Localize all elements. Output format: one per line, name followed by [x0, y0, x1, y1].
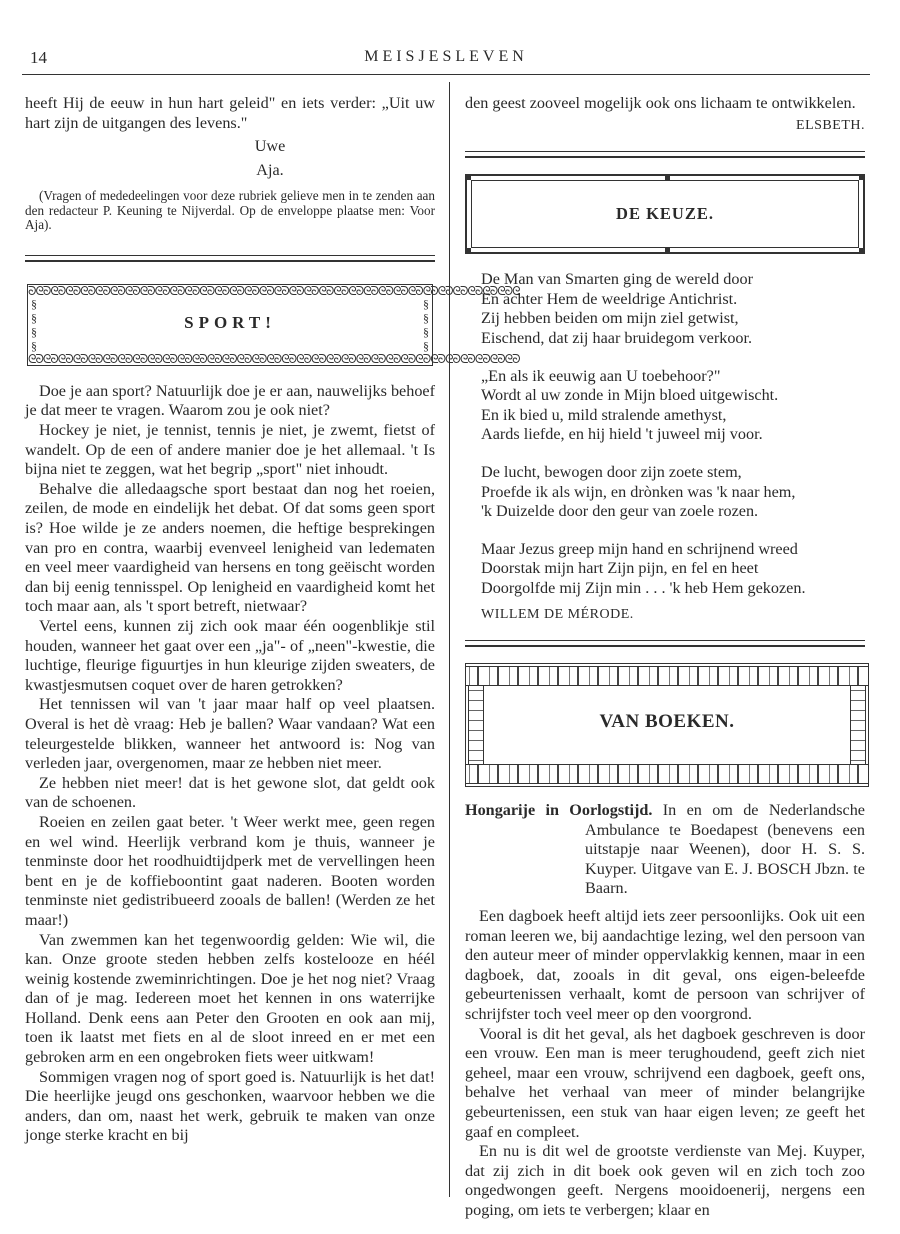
- review-paragraph: En nu is dit wel de grootste verdienste van Mej. Kuyper, dat zij zich in dit boek ook geven wil en zich toch zoo ongedwongen geeft. Nergens mooidoenerij, nergens een poging, om iets te verbergen; klaar en: [465, 1142, 865, 1219]
- poem-line: Doorgolfde mij Zijn min . . . 'k heb Hem gekozen.: [481, 578, 806, 597]
- aja-signature: Aja.: [256, 160, 284, 179]
- keuze-heading: DE KEUZE.: [616, 204, 714, 224]
- poem-line: Proefde ik als wijn, en drònken was 'k naar hem,: [481, 482, 796, 501]
- center-stud: [665, 248, 670, 253]
- sport-paragraph: Vertel eens, kunnen zij zich ook maar één oogenblikje stil houden, wanneer het gaat over een „ja"- of „neen"-kwestie, die luchtige, fleurige figuurtjes in hun kleurige zijden sweaters, de kwastjesmutsen coquet over de haren getrokken?: [25, 617, 435, 694]
- boeken-heading-box: [465, 663, 869, 787]
- poem-author: WILLEM DE MÉRODE.: [481, 606, 634, 622]
- poem-line: Wordt al uw zonde in Mijn bloed uitgewischt.: [481, 386, 779, 405]
- book-title: Hongarije in Oorlogstijd.: [465, 801, 653, 820]
- center-stud: [665, 175, 670, 180]
- elsbeth-text: den geest zooveel mogelijk ook ons lichaam te ontwikkelen.: [465, 94, 856, 112]
- poem-line: 'k Duizelde door den geur van zoele rozen.: [481, 502, 759, 521]
- corner-stud: [859, 248, 864, 253]
- poem-line: Maar Jezus greep mijn hand en schrijnend wreed: [481, 539, 798, 558]
- header-rule: [22, 74, 870, 75]
- page-number: 14: [30, 48, 47, 67]
- section-rule: [25, 255, 435, 262]
- sport-paragraph: Hockey je niet, je tennist, tennis je niet, je zwemt, fietst of wandelt. Op de een of andere manier doe je het allemaal. 't Is bijna niet te zeggen, wat het begrip „sport" niet inhoudt.: [25, 421, 435, 479]
- ornament-band-bottom: [466, 764, 868, 784]
- running-head: [22, 48, 870, 70]
- poem-line: „En als ik eeuwig aan U toebehoor?": [481, 366, 721, 385]
- poem-stanza: [465, 367, 865, 445]
- review-paragraph: Vooral is dit het geval, als het dagboek geschreven is door een vrouw. Een man is meer terughoudend, geeft zich niet geheel, maar een vrouw, schrijvend een dagboek, geeft ons, behalve het verhaal van meer of minder belangrijke gebeurtenissen, een stuk van haar eigen leven; ze geeft het gaaf en compleet.: [465, 1024, 865, 1141]
- sport-heading: SPORT!: [184, 312, 276, 332]
- left-column: [25, 94, 520, 1146]
- sport-paragraph: Behalve die alledaagsche sport bestaat dan nog het roeien, zeilen, de mode en eindelijk het debat. Of dat soms geen sport is? Hoe wilde je ze anders noemen, die heftige besprekingen van pro en contra, waarbij evenveel lenigheid van ledematen en veel meer vaardigheid van hersens en tong geëischt worden dan bij eenig tennisspel. Op lenigheid en vaardigheid komt het toch maar aan, als 't sport betreft, nietwaar?: [25, 479, 435, 616]
- journal-title: MEISJESLEVEN: [364, 48, 528, 65]
- column-divider: [449, 82, 450, 1197]
- poem-line: De Man van Smarten ging de wereld door: [481, 270, 753, 289]
- sport-paragraph: Sommigen vragen nog of sport goed is. Natuurlijk is het dat! Die heerlijke jeugd ons geschonken, waarvoor hebben we die anders, dan om, naast het werk, gebruik te maken van onze jonge sterke kracht en bij: [25, 1067, 435, 1145]
- poem-stanza: [465, 540, 865, 599]
- aja-note: (Vragen of mededeelingen voor deze rubriek gelieve men in te zenden aan den redacteur P. Keuning te Nijverdal. Op de enveloppe plaatse men: Voor Aja).: [25, 188, 435, 233]
- book-description: In en om de Nederlandsche Ambulance te Boedapest (benevens een uitstapje naar Weenen), door H. S. S. Kuyper. Uitgave van E. J. BOSCH Jbzn. te Baarn.: [585, 801, 865, 898]
- poem-line: Zij hebben beiden om mijn ziel getwist,: [481, 309, 739, 328]
- poem-stanza: [465, 463, 865, 522]
- ornament-border-left: § § § §: [31, 296, 37, 353]
- ornament-border-right: § § § §: [423, 296, 429, 353]
- section-rule: [465, 640, 865, 647]
- corner-stud: [466, 248, 471, 253]
- sport-paragraph: Roeien en zeilen gaat beter. 't Weer werkt mee, geen regen en wel wind. Heerlijk verbrand kom je thuis, wanneer je tenminste door het roodhuidtijdperk met de vervellingen heen bent en je de koffieboontint gaat naderen. Booten worden tenminste niet gedistribueerd zooals de ballen! (Werden ze het maar!): [25, 812, 435, 929]
- ornament-border-top: ᘐᘓᘐᘓᘐᘓᘐᘓᘐᘓᘐᘓᘐᘓᘐᘓᘐᘓᘐᘓᘐᘓᘐᘓᘐᘓᘐᘓᘐᘓᘐᘓᘐᘓᘐᘓᘐᘓᘐᘓᘐᘓᘐᘓᘐᘓᘐᘓᘐᘓᘐᘓᘐᘓᘐᘓᘐᘓᘐᘓᘐᘓᘐᘓᘐᘓ: [28, 283, 520, 298]
- boeken-review: [465, 907, 865, 1221]
- right-column: [465, 94, 865, 1221]
- book-entry: [465, 801, 865, 899]
- sport-paragraph: Van zwemmen kan het tegenwoordig gelden: Wie wil, die kan. Onze groote steden hebben zelfs kostelooze en héél weinig kostende zweminrichtingen. Doe je het nog niet? Vraag dan of je mag. Iedereen moet het kennen in ons waterrijke Holland. Denk eens aan Peter den Grooten en ook aan mij, toen ik laatst met fiets en al de sloot inreed en er met een gebroken arm en een ongebroken fiets weer uitkwam!: [25, 930, 435, 1067]
- aja-closing: Uwe: [254, 137, 286, 156]
- corner-stud: [466, 175, 471, 180]
- ornament-border-bottom: ᘓᘐᘓᘐᘓᘐᘓᘐᘓᘐᘓᘐᘓᘐᘓᘐᘓᘐᘓᘐᘓᘐᘓᘐᘓᘐᘓᘐᘓᘐᘓᘐᘓᘐᘓᘐᘓᘐᘓᘐᘓᘐᘓᘐᘓᘐᘓᘐᘓᘐᘓᘐᘓᘐᘓᘐᘓᘐᘓᘐᘓᘐᘓᘐᘓᘐ: [28, 351, 520, 366]
- sport-paragraph: Doe je aan sport? Natuurlijk doe je er aan, nauwelijks behoef je dat meer te vragen. Waarom zou je ook niet?: [25, 381, 435, 420]
- sport-article: [25, 382, 435, 1146]
- sport-heading-box: [27, 283, 520, 366]
- sport-paragraph: Ze hebben niet meer! dat is het gewone slot, dat geldt ook van de schoenen.: [25, 773, 435, 812]
- elsbeth-signature: ELSBETH.: [796, 117, 865, 133]
- review-paragraph: Een dagboek heeft altijd iets zeer persoonlijks. Ook uit een roman leeren we, bij aandachtige lezing, wel den persoon van den auteur meer of minder oppervlakkig kennen, maar in een dagboek, dat, zooals in dit geval, ons eigen-beleefde gebeurtenissen verhaalt, komt de persoon van schrijver of schrijfster toch veel meer op den voorgrond.: [465, 907, 865, 1024]
- section-rule: [465, 151, 865, 158]
- aja-text: heeft Hij de eeuw in hun hart geleid" en iets verder: „Uit uw hart zijn de uitgangen des levens.": [25, 94, 435, 132]
- poem-line: Eischend, dat zij haar bruidegom verkoor.: [481, 328, 753, 347]
- poem-line: Doorstak mijn hart Zijn pijn, en fel en heet: [481, 559, 759, 578]
- poem-line: En achter Hem de weeldrige Antichrist.: [481, 289, 738, 308]
- corner-stud: [859, 175, 864, 180]
- poem-stanza: [465, 270, 865, 348]
- keuze-heading-box: [465, 174, 865, 254]
- boeken-heading: VAN BOEKEN.: [599, 711, 735, 733]
- ornament-band-top: [466, 666, 868, 686]
- poem-line: Aards liefde, en hij hield 't juweel mij voor.: [481, 425, 763, 444]
- poem-line: En ik bied u, mild stralende amethyst,: [481, 405, 727, 424]
- keuze-poem: [465, 270, 865, 624]
- sport-paragraph: Het tennissen wil van 't jaar maar half op veel plaatsen. Overal is het dè vraag: Heb je ballen? Waar vandaan? Wat een teleurgestelde blikken, wanneer het antwoord is: Nog van verleden jaar, overgenomen, maar ze hebben niet meer.: [25, 695, 435, 773]
- poem-line: De lucht, bewogen door zijn zoete stem,: [481, 462, 742, 481]
